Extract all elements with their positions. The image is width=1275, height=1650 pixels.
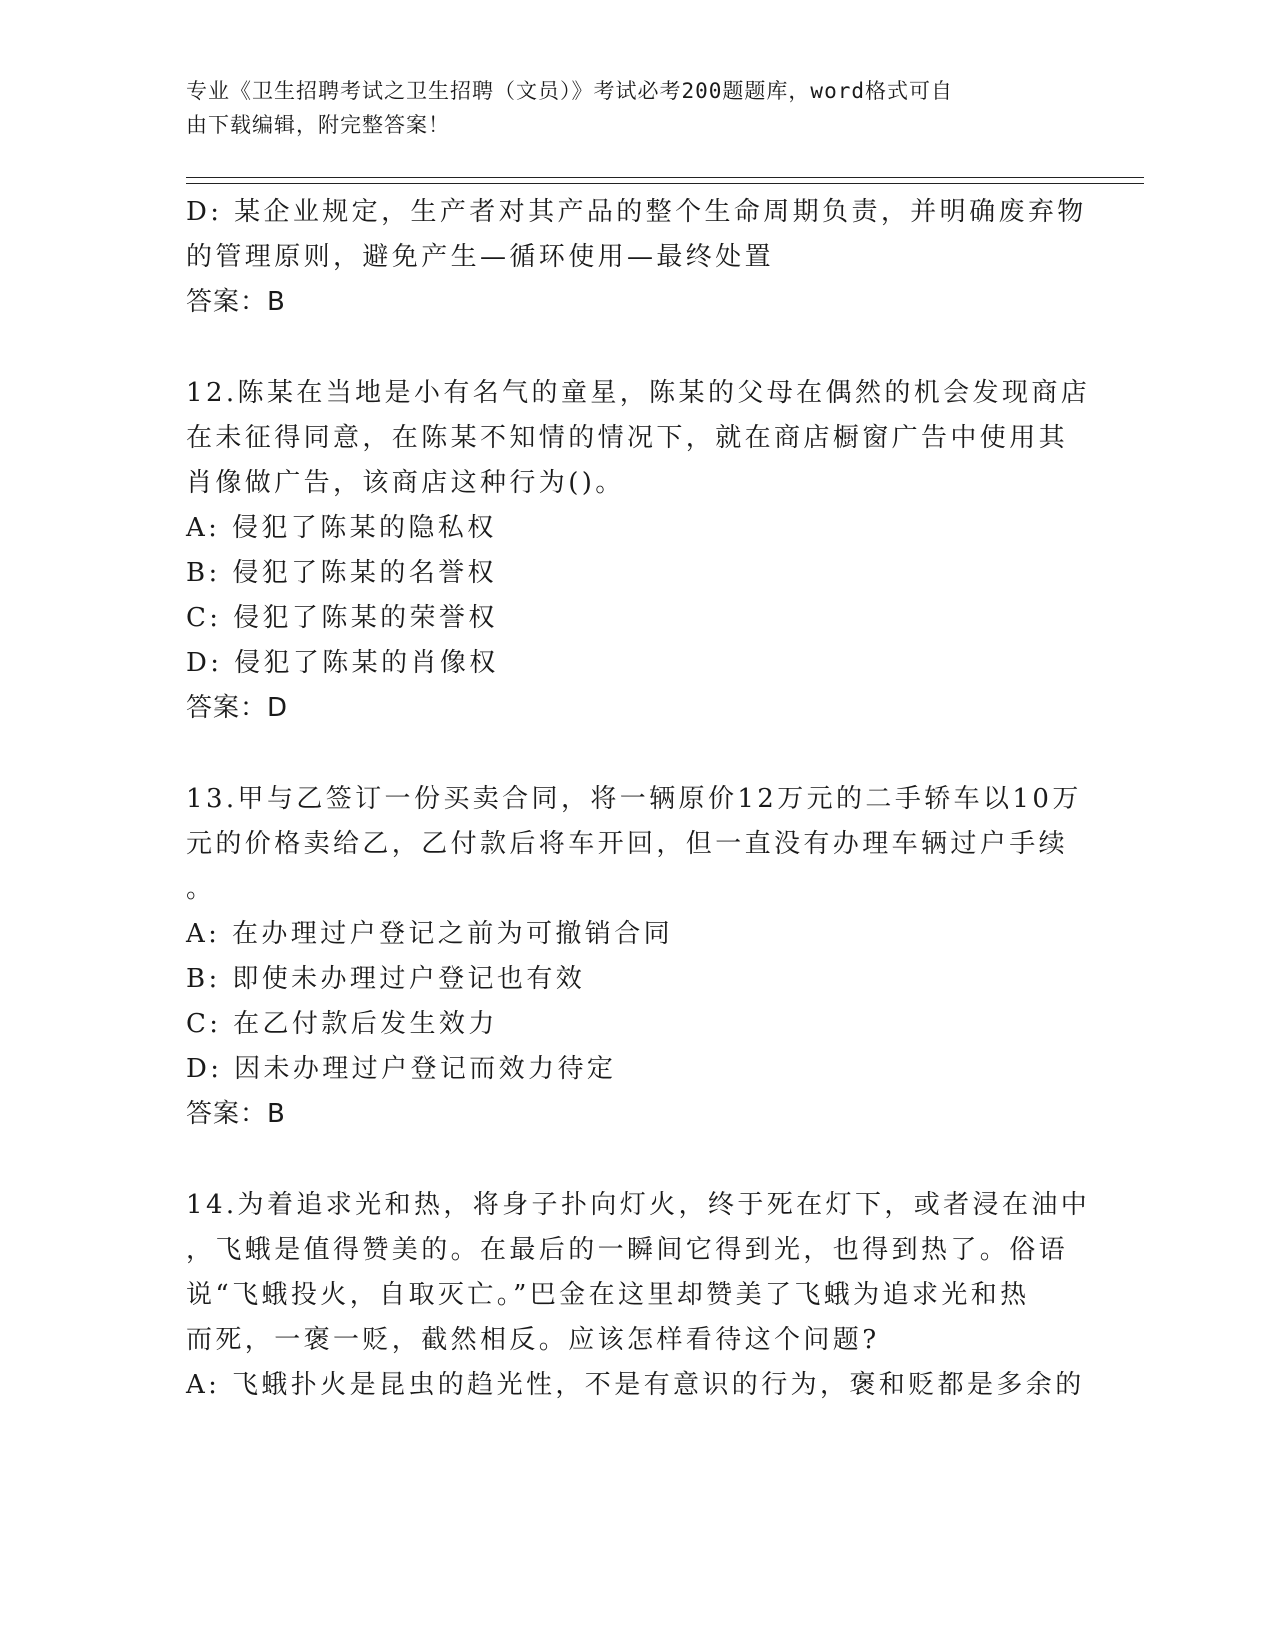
- answer: 答案：B: [186, 1099, 286, 1129]
- option-a: A: 在办理过户登记之前为可撤销合同: [186, 919, 674, 949]
- question-stem-line: ，飞蛾是值得赞美的。在最后的一瞬间它得到光，也得到热了。俗语: [186, 1235, 1069, 1265]
- question-11-tail: [186, 190, 1086, 325]
- question-12: [186, 371, 1091, 731]
- option-a: A: 飞蛾扑火是昆虫的趋光性，不是有意识的行为，褒和贬都是多余的: [186, 1370, 1085, 1400]
- header-line-2: 由下载编辑，附完整答案！: [186, 113, 450, 137]
- question-stem-line: 在未征得同意，在陈某不知情的情况下，就在商店橱窗广告中使用其: [186, 423, 1069, 453]
- question-stem-line: 12.陈某在当地是小有名气的童星，陈某的父母在偶然的机会发现商店: [186, 378, 1091, 408]
- option-b: B: 侵犯了陈某的名誉权: [186, 558, 497, 588]
- header-divider-top: [186, 177, 1144, 178]
- option-d-continued: 的管理原则，避免产生—循环使用—最终处置: [186, 242, 775, 272]
- spacer: [186, 1137, 1086, 1183]
- question-14: [186, 1183, 1091, 1408]
- option-d: D: 某企业规定，生产者对其产品的整个生命周期负责，并明确废弃物: [186, 197, 1087, 227]
- option-d: D: 侵犯了陈某的肖像权: [186, 648, 499, 678]
- option-c: C: 侵犯了陈某的荣誉权: [186, 603, 498, 633]
- header-divider-bottom: [186, 183, 1144, 184]
- option-a: A: 侵犯了陈某的隐私权: [186, 513, 497, 543]
- question-stem-line: 13.甲与乙签订一份买卖合同，将一辆原价12万元的二手轿车以10万: [186, 784, 1082, 814]
- option-d: D: 因未办理过户登记而效力待定: [186, 1054, 617, 1084]
- answer: 答案：B: [186, 287, 286, 317]
- option-c: C: 在乙付款后发生效力: [186, 1009, 498, 1039]
- answer: 答案：D: [186, 693, 289, 723]
- document-body: [186, 190, 1091, 1408]
- question-stem-line: 。: [186, 874, 216, 904]
- document-header: [186, 74, 1086, 142]
- question-stem-line: 14.为着追求光和热，将身子扑向灯火，终于死在灯下，或者浸在油中: [186, 1190, 1091, 1220]
- spacer: [186, 325, 1086, 371]
- header-line-1: 专业《卫生招聘考试之卫生招聘（文员）》考试必考200题题库，word格式可自: [186, 79, 953, 103]
- option-b: B: 即使未办理过户登记也有效: [186, 964, 586, 994]
- question-stem-line: 说“飞蛾投火，自取灭亡。”巴金在这里却赞美了飞蛾为追求光和热: [186, 1280, 1030, 1310]
- question-stem-line: 元的价格卖给乙，乙付款后将车开回，但一直没有办理车辆过户手续: [186, 829, 1069, 859]
- question-stem-line: 肖像做广告，该商店这种行为()。: [186, 468, 625, 498]
- spacer: [186, 731, 1086, 777]
- question-stem-line: 而死，一褒一贬，截然相反。应该怎样看待这个问题?: [186, 1325, 880, 1355]
- question-13: [186, 777, 1086, 1137]
